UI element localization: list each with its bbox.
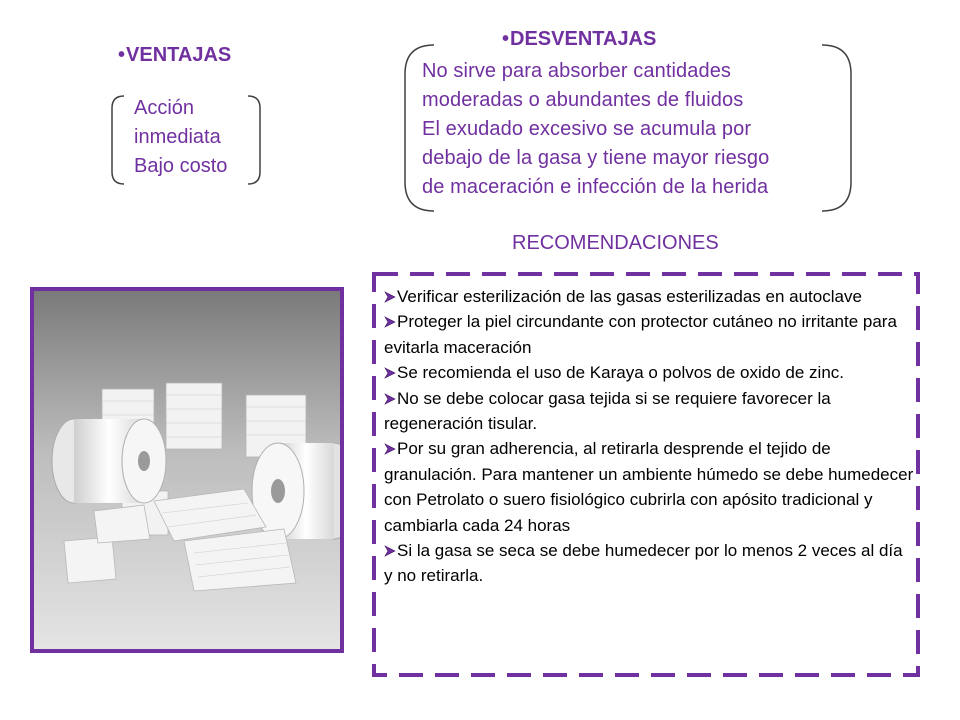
ventajas-list bbox=[134, 94, 227, 181]
desventajas-title: DESVENTAJAS bbox=[510, 28, 657, 50]
desventajas-line: debajo de la gasa y tiene mayor riesgo bbox=[422, 147, 770, 169]
list-item-text: Verificar esterilización de las gasas esterilizadas en autoclave bbox=[397, 287, 862, 306]
gauze-rolls-photo-icon bbox=[34, 291, 340, 649]
list-item bbox=[384, 360, 914, 385]
desventajas-line: moderadas o abundantes de fluidos bbox=[422, 89, 744, 111]
desventajas-box bbox=[404, 44, 852, 212]
ventajas-title: VENTAJAS bbox=[126, 44, 232, 66]
ventajas-heading bbox=[118, 44, 231, 67]
list-item bbox=[384, 284, 914, 309]
ventajas-item: Bajo costo bbox=[134, 155, 228, 177]
list-item-text: Proteger la piel circundante con protector cutáneo no irritante para evitarla maceración bbox=[384, 312, 897, 357]
list-item bbox=[384, 538, 914, 589]
arrow-bullet-icon bbox=[384, 367, 396, 379]
arrow-bullet-icon bbox=[384, 316, 396, 328]
desventajas-line: de maceración e infección de la herida bbox=[422, 176, 769, 198]
recomendaciones-box bbox=[372, 272, 920, 677]
list-item bbox=[384, 436, 914, 538]
list-item bbox=[384, 386, 914, 437]
recomendaciones-title: RECOMENDACIONES bbox=[512, 232, 719, 254]
list-item-text: Si la gasa se seca se debe humedecer por lo menos 2 veces al día y no retirarla. bbox=[384, 541, 903, 586]
bullet-dot: • bbox=[118, 44, 126, 66]
desventajas-line: No sirve para absorber cantidades bbox=[422, 60, 732, 82]
ventajas-item: inmediata bbox=[134, 126, 221, 148]
bullet-dot: • bbox=[502, 28, 510, 50]
arrow-bullet-icon bbox=[384, 291, 396, 303]
arrow-bullet-icon bbox=[384, 545, 396, 557]
ventajas-box bbox=[110, 94, 262, 186]
ventajas-item: Acción bbox=[134, 97, 195, 119]
list-item-text: Por su gran adherencia, al retirarla desprende el tejido de granulación. Para mantener un ambiente húmedo se debe humedecer con Petrolato o suero fisiológico cubrirla con apósito tradicional y cambiarla cada 24 horas bbox=[384, 439, 914, 535]
arrow-bullet-icon bbox=[384, 393, 396, 405]
desventajas-text bbox=[422, 57, 769, 202]
desventajas-line: El exudado excesivo se acumula por bbox=[422, 118, 752, 140]
list-item bbox=[384, 309, 914, 360]
list-item-text: Se recomienda el uso de Karaya o polvos de oxido de zinc. bbox=[397, 363, 844, 383]
recomendaciones-list bbox=[384, 284, 914, 589]
gauze-photo bbox=[30, 287, 344, 653]
list-item-text: No se debe colocar gasa tejida si se requiere favorecer la regeneración tisular. bbox=[384, 388, 831, 434]
arrow-bullet-icon bbox=[384, 443, 396, 455]
